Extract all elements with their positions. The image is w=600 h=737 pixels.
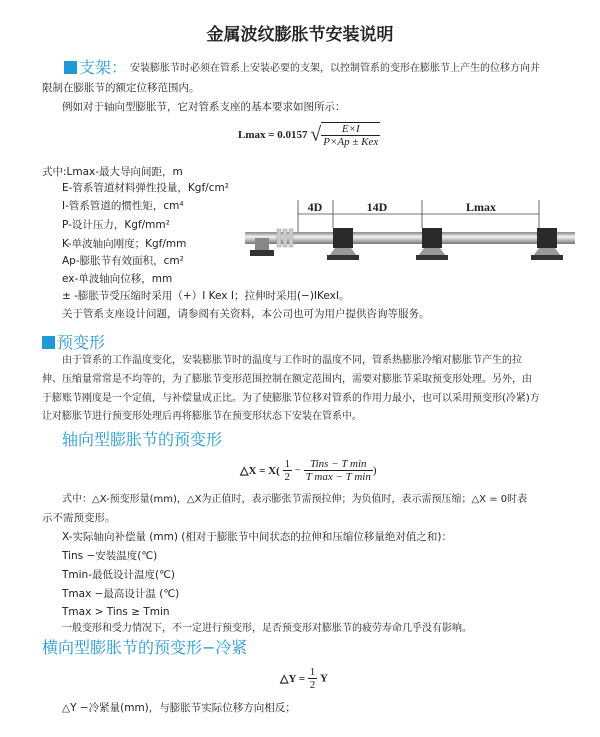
formula-lhs: △X = X( — [240, 465, 280, 477]
minus-sign: − — [294, 464, 301, 477]
lmax-formula — [238, 122, 380, 148]
dimension-lines — [298, 200, 539, 232]
formula-lhs: Lmax = 0.0157 — [238, 129, 308, 141]
formula-numerator: E×I — [321, 123, 380, 136]
def-k: K-单波轴向刚度；Kgf/mm — [62, 238, 187, 250]
half-den: 2 — [309, 679, 316, 691]
pipe — [245, 232, 575, 244]
def-p: P-设计压力，Kgf/mm² — [62, 219, 170, 231]
axial-def-line: 一般变形和受力情况下，不一定进行预变形，足否预变形对膨胀节的疲劳寿命几乎没有影响。 — [62, 623, 472, 634]
def-pm: ± -膨胀节受压缩时采用（+）I Kex I；拉伸时采用(−)IKexI。 — [62, 290, 350, 302]
half-num: 1 — [284, 458, 291, 470]
axial-formula — [240, 458, 377, 483]
axial-def-line: 示不需预变形。 — [42, 512, 116, 524]
predeform-para-line: 让对膨胀节进行预变形处理后再将膨胀节在预变形状态下安装在管系中。 — [42, 411, 362, 422]
predeform-para-line: 于膨账节刚度是一个定值，与补偿量成正比。为了使膨胀节位移对管系的作用力最小，也可以采用预变形(冷紧)方 — [42, 393, 540, 404]
square-bullet-icon — [42, 336, 55, 349]
def-ap: Ap-膨胀节有效面积，cm² — [62, 255, 184, 267]
close-paren: ) — [372, 464, 377, 477]
axial-def-line: Tmax −最高设计温 (℃) — [62, 588, 180, 600]
axial-def-line: Tins −安装温度(℃) — [62, 550, 158, 562]
page-title: 金属波纹膨胀节安装说明 — [206, 25, 394, 45]
half-num: 1 — [309, 666, 316, 678]
predeform-heading — [42, 333, 105, 353]
formula-rhs: Y — [320, 672, 328, 685]
predeform-para-line: 由于管系的工作温度变化，安装膨胀节时的温度与工作时的温度不同，管系热膨胀冷缩对膨胀节产生的拉 — [62, 355, 522, 366]
axial-def-line: X-实际轴向补偿量 (mm) (相对于膨胀节中间状态的拉伸和压缩位移量绝对值之和)： — [62, 531, 452, 543]
def-ex: ex-单波轴向位移，mm — [62, 273, 173, 285]
support-heading-text: 支架： — [79, 58, 128, 77]
def-lmax: 式中:Lmax-最大导向间距，m — [42, 166, 183, 178]
anchor-base — [250, 250, 274, 256]
pipe-support-diagram — [245, 196, 575, 262]
sqrt-symbol: √ — [310, 123, 322, 146]
support-example: 例如对于轴向型膨胀节，它对管系支座的基本要求如图所示： — [62, 101, 346, 113]
anchor-block — [255, 238, 269, 250]
def-i: I-管系管道的惯性矩，cm⁴ — [62, 200, 184, 212]
lateral-heading: 横向型膨胀节的预变形−冷紧 — [42, 638, 248, 657]
lateral-def-line: △Y −冷紧量(mm)，与膨胀节实际位移方向相反； — [62, 702, 296, 714]
half-den: 2 — [284, 471, 291, 483]
frac-num: Tins − T min — [304, 458, 373, 471]
frac-den: T max − T min — [305, 471, 371, 483]
bellows-icon — [277, 229, 293, 247]
square-bullet-icon — [64, 61, 77, 74]
support-line1: 安装膨胀节时必须在管系上安装必要的支架，以控制管系的变形在膨胀节上产生的位移方向并 — [130, 63, 540, 74]
dim-label-14d: 14D — [366, 200, 388, 214]
axial-def-line: 式中：△X-预变形量(mm)，△X为正值时，表示膨张节需预拉伸；为负值时，表示需预压缩；△X = 0时表 — [62, 494, 528, 505]
support-service-note: 关于管系支座设计问题，请参阅有关资料，本公司也可为用户提供咨询等服务。 — [62, 308, 430, 320]
predeform-heading-text: 预变形 — [57, 333, 106, 352]
axial-def-line: Tmax > Tins ≥ Tmin — [62, 606, 170, 618]
formula-lhs: △Y = — [280, 673, 306, 685]
lateral-formula — [280, 666, 328, 691]
predeform-para-line: 伸、压缩量常常是不均等的，为了膨胀节变形范围控制在额定范围内，需要对膨胀节采取预变形处理。另外，由 — [42, 374, 532, 385]
axial-heading: 轴向型膨胀节的预变形 — [62, 430, 223, 449]
support-line2: 限制在膨胀节的额定位移范围内。 — [42, 82, 200, 94]
def-e: E-管系管道材料弹性投量，Kgf/cm² — [62, 182, 229, 194]
formula-denominator: P×Ap ± Kex — [323, 136, 379, 148]
dim-label-4d: 4D — [307, 200, 323, 214]
axial-def-line: Tmin-最低设计温度(℃) — [62, 569, 175, 581]
dim-label-lmax: Lmax — [466, 200, 496, 214]
support-heading — [64, 58, 127, 78]
